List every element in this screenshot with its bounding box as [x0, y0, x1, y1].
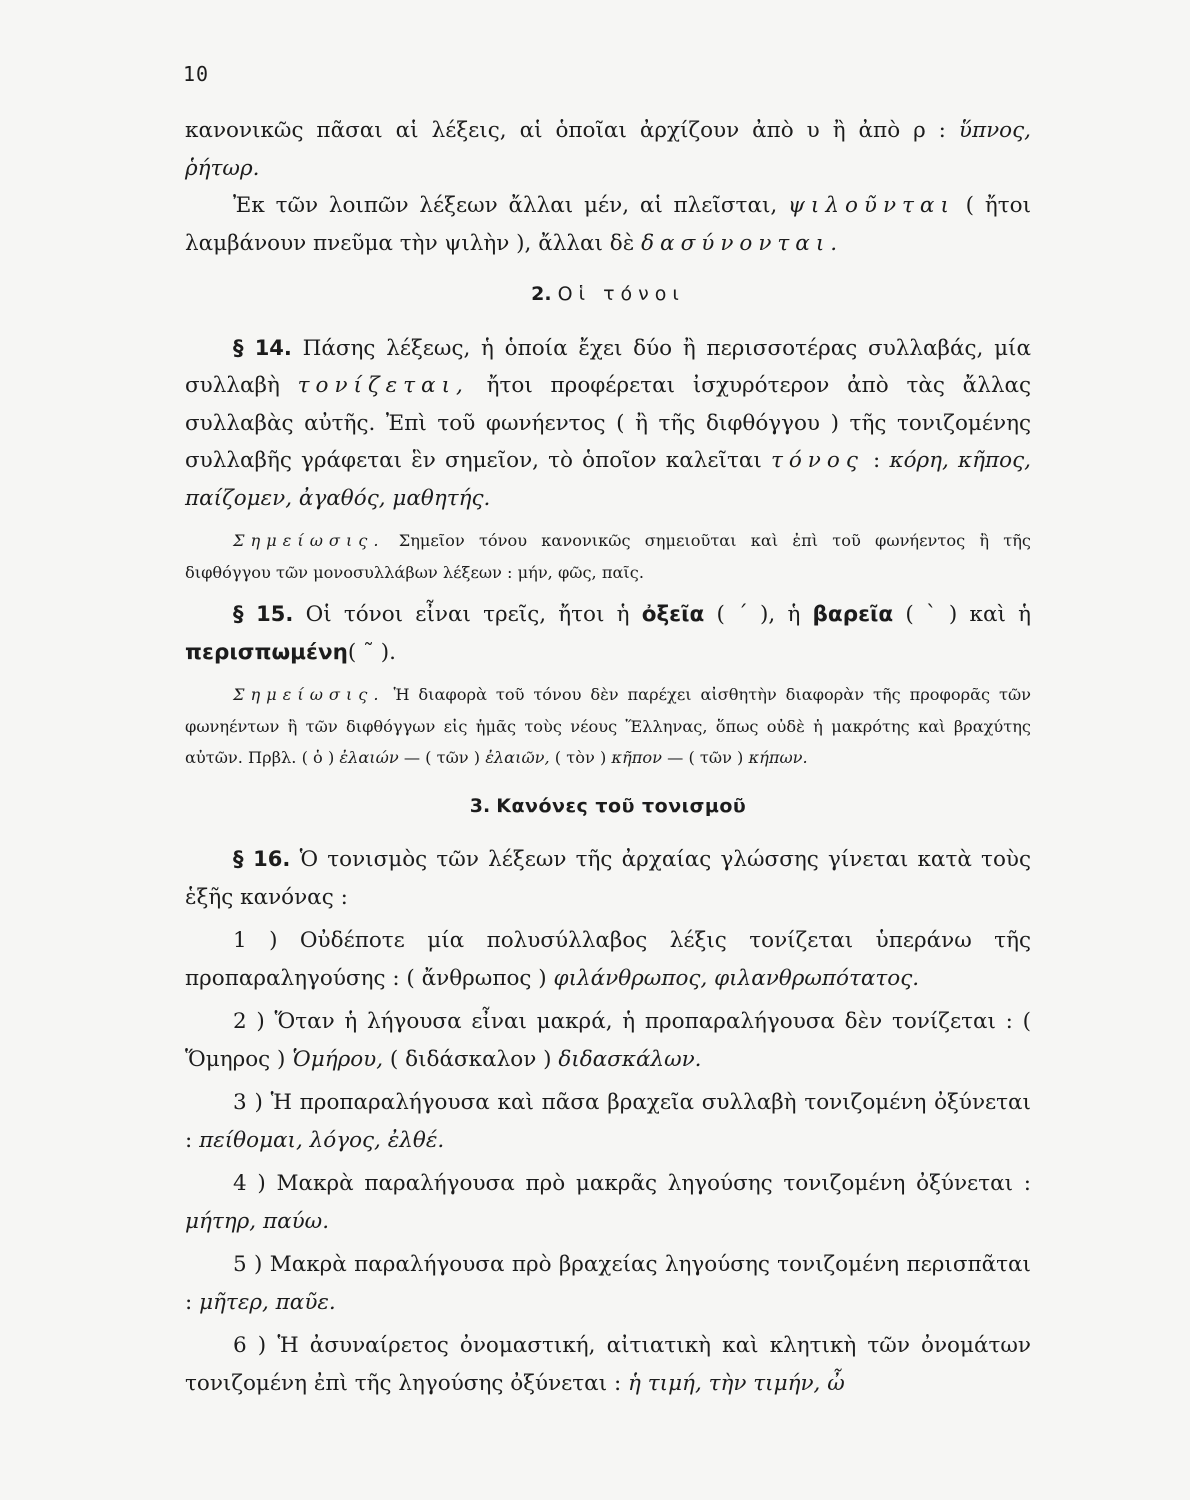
breathing-text-b: ( ἤτοι λαμβάνουν πνεῦμα τὴν ψιλὴν ), ἄλλαι δὲ: [185, 193, 1031, 256]
note-separator: ( τὸν ): [549, 748, 612, 767]
intro-paragraph: [185, 112, 1031, 187]
rule-text: 5 ) Μακρὰ παραλήγουσα πρὸ βραχείας ληγούσης τονιζομένη περισπᾶται :: [185, 1252, 1031, 1315]
rule-text: ( διδάσκαλον ): [383, 1046, 559, 1072]
rule-text: 4 ) Μακρὰ παραλήγουσα πρὸ μακρᾶς ληγούσης τονιζομένη ὀξύνεται :: [233, 1171, 1031, 1196]
p14-colon: :: [873, 448, 881, 473]
rule-6: [185, 1327, 1031, 1402]
section-number: 3.: [469, 794, 491, 817]
note-example: κῆπον: [611, 748, 662, 767]
rule-4: [185, 1165, 1031, 1240]
term-tonos: τόνος: [770, 448, 864, 473]
term-psilountai: ψιλοῦνται: [788, 193, 955, 218]
breathing-text-a: Ἐκ τῶν λοιπῶν λέξεων ἄλλαι μέν, αἱ πλεῖσται,: [233, 193, 778, 218]
rule-examples: ἡ τιμή, τὴν τιμήν, ὦ: [628, 1370, 845, 1396]
rule-text: 6 ) Ἡ ἀσυναίρετος ὀνομαστική, αἰτιατικὴ καὶ κλητικὴ τῶν ὀνομάτων τονιζομένη ἐπὶ τῆς ληγούσης ὀξύνεται :: [185, 1333, 1031, 1396]
note-separator: — ( τῶν ): [398, 748, 486, 767]
p16-text: Ὁ τονισμὸς τῶν λέξεων τῆς ἀρχαίας γλώσσης γίνεται κατὰ τοὺς ἑξῆς κανόνας :: [185, 847, 1032, 910]
p15-mark-1: ( ´ ), ἡ: [716, 602, 801, 627]
paragraph-14: [185, 330, 1031, 518]
section-heading-2: [185, 276, 1031, 314]
rule-2: [185, 1003, 1031, 1078]
paragraph-16: [185, 841, 1031, 916]
note-example: κήπων.: [748, 748, 808, 767]
rule-text: 2 ) Ὅταν ἡ λήγουσα εἶναι μακρά, ἡ προπαραλήγουσα δὲν τονίζεται : ( Ὅμηρος ): [185, 1009, 1031, 1072]
p14-text-a: Πάσης λέξεως, ἡ ὁποία ἔχει δύο ἢ περισσοτέρας συλλαβάς, μία συλλαβὴ: [185, 335, 1031, 398]
section-title: Οἱ τόνοι: [557, 283, 685, 305]
term-dasynontai: δασύνονται.: [641, 230, 844, 256]
rule-examples: Ὁμήρου,: [292, 1046, 384, 1072]
page-number: 10: [183, 62, 210, 86]
note-text: Ἡ διαφορὰ τοῦ τόνου δὲν παρέχει αἰσθητὴν διαφορὰν τῆς προφορᾶς τῶν φωνηέντων ἢ τῶν διφθόγγων εἰς ἡμᾶς τοὺς νέους Ἕλληνας, ὅπως οὐδὲ ἡ μακρότης καὶ βραχύτης αὐτῶν. Πρβλ. ( ὁ ): [185, 685, 1031, 767]
note-label: Σημείωσις.: [233, 685, 385, 704]
note-separator: — ( τῶν ): [661, 748, 749, 767]
rule-examples: πείθομαι, λόγος, ἐλθέ.: [199, 1127, 445, 1153]
section-heading-3: [185, 788, 1031, 826]
p14-text-b: ἤτοι προφέρεται ἰσχυρότερον ἀπὸ τὰς ἄλλας συλλαβὰς αὐτῆς. Ἐπὶ τοῦ φωνήεντος ( ἢ τῆς διφθόγγου ) τῆς τονιζομένης συλλαβῆς γράφεται ἓν σημεῖον, τὸ ὁποῖον καλεῖται: [185, 373, 1032, 473]
rule-5: [185, 1246, 1031, 1321]
section-title: Κανόνες τοῦ τονισμοῦ: [496, 794, 747, 817]
rule-text: 3 ) Ἡ προπαραλήγουσα καὶ πᾶσα βραχεῖα συλλαβὴ τονιζομένη ὀξύνεται :: [185, 1090, 1031, 1153]
p15-mark-2: ( ` ) καὶ ἡ: [905, 602, 1031, 627]
p15-mark-3: ( ῀ ).: [347, 639, 396, 665]
rule-examples: διδασκάλων.: [558, 1046, 702, 1072]
rule-3: [185, 1084, 1031, 1159]
rule-examples: μῆτερ, παῦε.: [199, 1289, 336, 1315]
term-perispomeni: περισπωμένη: [185, 639, 348, 665]
term-vareia: βαρεῖα: [812, 602, 894, 627]
paragraph-15: [185, 596, 1031, 671]
intro-text: κανονικῶς πᾶσαι αἱ λέξεις, αἱ ὁποῖαι ἀρχίζουν ἀπὸ υ ἢ ἀπὸ ρ :: [185, 118, 946, 143]
note-1: [185, 525, 1031, 588]
note-example: ἐλαιῶν,: [485, 748, 550, 767]
rule-1: [185, 922, 1031, 997]
p14-examples: κόρη, κῆπος, παίζομεν, ἀγαθός, μαθητής.: [185, 448, 1031, 511]
page-body: [185, 112, 1031, 1402]
term-oxeia: ὀξεῖα: [641, 602, 705, 627]
paragraph-number: § 16.: [233, 847, 291, 871]
rule-examples: φιλάνθρωπος, φιλανθρωπότατος.: [553, 965, 920, 991]
note-label: Σημείωσις.: [233, 531, 385, 550]
paragraph-number: § 15.: [233, 602, 294, 626]
p15-text-a: Οἱ τόνοι εἶναι τρεῖς, ἤτοι ἡ: [305, 602, 630, 627]
note-example: ἐλαιών: [339, 748, 399, 767]
intro-examples: ὕπνος, ῥήτωρ.: [185, 118, 1031, 181]
rule-examples: μήτηρ, παύω.: [185, 1208, 330, 1234]
note-text: Σημεῖον τόνου κανονικῶς σημειοῦται καὶ ἐπὶ τοῦ φωνήεντος ἢ τῆς διφθόγγου τῶν μονοσυλλάβων λέξεων : μήν, φῶς, παῖς.: [185, 531, 1031, 582]
paragraph-number: § 14.: [233, 335, 292, 360]
note-2: [185, 679, 1031, 774]
term-tonizetai: τονίζεται,: [297, 373, 469, 398]
section-number: 2.: [531, 283, 552, 305]
rule-text: 1 ) Οὐδέποτε μία πολυσύλλαβος λέξις τονίζεται ὑπεράνω τῆς προπαραληγούσης : ( ἄνθρωπος ): [185, 928, 1031, 991]
breathing-paragraph: [185, 187, 1031, 262]
